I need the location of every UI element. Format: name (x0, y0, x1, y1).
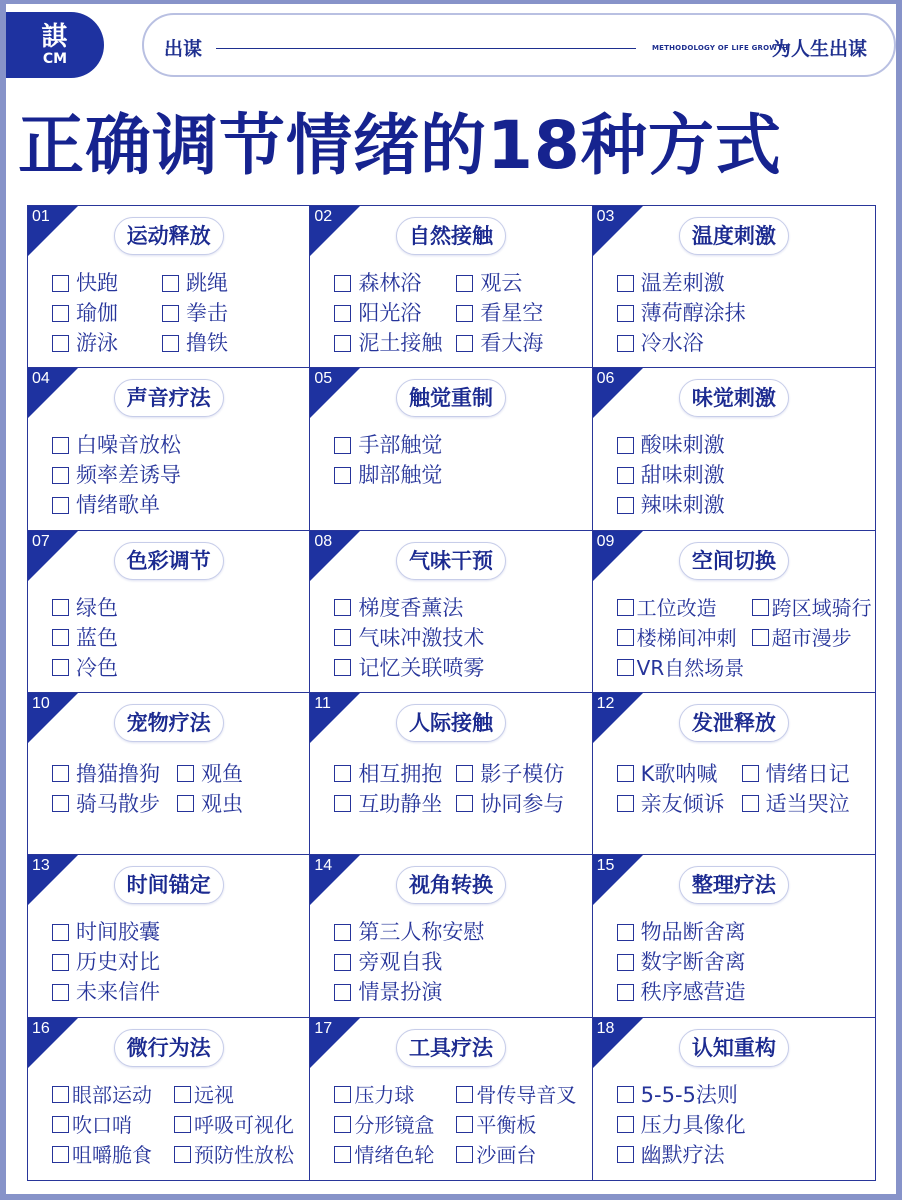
checkbox-icon[interactable] (334, 954, 351, 971)
checkbox-icon[interactable] (617, 1146, 634, 1163)
checklist-item-label: 数字断舍离 (640, 950, 746, 975)
checklist-item[interactable] (52, 1080, 174, 1110)
header (6, 6, 896, 90)
card-title: 人际接触 (396, 704, 506, 742)
checklist-item-label: 平衡板 (476, 1112, 537, 1137)
checklist-item-label: 游泳 (76, 331, 118, 355)
checklist-item[interactable] (617, 593, 752, 623)
checkbox-icon[interactable] (174, 1116, 191, 1133)
checklist-item-label: 手部触觉 (358, 433, 443, 458)
checklist-item-label: 拳击 (186, 301, 228, 325)
brand-name: 出谋 (164, 38, 203, 60)
checklist (617, 430, 869, 520)
checklist-item-label: 脚部触觉 (358, 463, 443, 488)
checklist-item[interactable] (52, 977, 303, 1007)
checklist-item-label: 工位改造 (636, 595, 717, 620)
checklist-item[interactable] (334, 917, 585, 947)
checkbox-icon[interactable] (617, 1116, 634, 1133)
checklist-item-label: 吹口哨 (72, 1112, 132, 1137)
checklist-item[interactable] (52, 328, 162, 358)
checkbox-icon[interactable] (52, 467, 69, 484)
checklist-item-label: 频率差诱导 (76, 463, 181, 488)
checkbox-icon[interactable] (52, 984, 69, 1001)
checkbox-icon[interactable] (617, 497, 634, 514)
checklist-item[interactable] (617, 917, 869, 947)
checklist (334, 1080, 585, 1170)
checkbox-icon[interactable] (334, 1146, 351, 1163)
checklist-item-label: 撸猫撸狗 (76, 761, 160, 786)
checklist-item[interactable] (334, 759, 456, 789)
checklist-item-label: 看大海 (480, 331, 544, 355)
method-card (28, 368, 310, 530)
page-title: 正确调节情绪的18种方式 (18, 107, 782, 184)
checklist-item-label: 绿色 (76, 595, 118, 620)
checklist-item[interactable] (617, 623, 752, 653)
checkbox-icon[interactable] (162, 275, 179, 292)
checklist-item-label: 历史对比 (76, 950, 160, 975)
checklist-item[interactable] (162, 298, 303, 328)
checklist-item-label: 泥土接触 (358, 331, 443, 355)
checkbox-icon[interactable] (52, 275, 69, 292)
method-card (593, 368, 875, 530)
card-number: 03 (596, 208, 615, 225)
checklist-item[interactable] (617, 328, 869, 358)
card-title: 认知重构 (679, 1029, 789, 1067)
checkbox-icon[interactable] (617, 765, 634, 782)
checkbox-icon[interactable] (617, 437, 634, 454)
checkbox-icon[interactable] (52, 437, 69, 454)
card-title: 视角转换 (396, 866, 506, 904)
checklist-item[interactable] (52, 430, 303, 460)
method-card (310, 531, 592, 693)
checkbox-icon[interactable] (617, 599, 634, 616)
card-number: 10 (32, 694, 50, 712)
checklist-item[interactable] (617, 1080, 869, 1110)
checklist-item-label: 撸铁 (186, 331, 228, 355)
method-card (310, 1018, 592, 1180)
checklist-item-label: 瑜伽 (76, 301, 118, 325)
checklist-item-label: 亲友倾诉 (640, 791, 725, 816)
checklist-item-label: 情绪日记 (765, 761, 850, 786)
checklist-item-label: 咀嚼脆食 (72, 1142, 152, 1167)
checkbox-icon[interactable] (456, 1116, 473, 1133)
checklist-item[interactable] (52, 947, 303, 977)
checkbox-icon[interactable] (456, 765, 473, 782)
checklist-item[interactable] (52, 653, 303, 683)
card-title: 触觉重制 (396, 379, 506, 417)
checklist-item[interactable] (456, 268, 585, 298)
checklist-item[interactable] (334, 298, 456, 328)
card-number: 04 (32, 370, 50, 388)
checklist-item-label: 5-5-5法则 (640, 1082, 738, 1107)
checklist-item-label: 酸味刺激 (640, 433, 725, 458)
checkbox-icon[interactable] (52, 305, 69, 322)
checklist-item[interactable] (177, 789, 303, 819)
checklist-item-label: 秩序感营造 (640, 980, 746, 1005)
checklist-item-label: 冷水浴 (640, 331, 704, 355)
checkbox-icon[interactable] (456, 795, 473, 812)
checkbox-icon[interactable] (177, 765, 194, 782)
card-title: 气味干预 (396, 542, 506, 580)
checklist-item[interactable] (617, 298, 869, 328)
checklist-item[interactable] (617, 268, 869, 298)
checklist (334, 430, 585, 490)
checklist-item-label: 互助静坐 (358, 791, 443, 816)
card-title: 自然接触 (396, 217, 506, 255)
brand-tagline-en: METHODOLOGY OF LIFE GROWTH (652, 44, 789, 52)
card-title: 运动释放 (114, 217, 224, 255)
checklist (617, 1080, 869, 1170)
card-number: 01 (32, 208, 50, 225)
checkbox-icon[interactable] (617, 1086, 634, 1103)
checkbox-icon[interactable] (617, 659, 634, 676)
card-title: 温度刺激 (679, 217, 789, 255)
checklist-item-label: K歌呐喊 (640, 761, 718, 786)
checklist-item[interactable] (334, 328, 456, 358)
method-card (310, 855, 592, 1017)
checkbox-icon[interactable] (742, 765, 759, 782)
checklist-item[interactable] (52, 623, 303, 653)
card-title: 味觉刺激 (679, 379, 789, 417)
checklist-item-label: VR自然场景 (636, 655, 745, 680)
checkbox-icon[interactable] (334, 765, 351, 782)
methods-grid (27, 205, 876, 1181)
checklist-item-label: 骨传导音叉 (476, 1082, 577, 1107)
checklist (52, 759, 303, 819)
checklist-item-label: 白噪音放松 (76, 433, 181, 458)
method-card (28, 855, 310, 1017)
checkbox-icon[interactable] (52, 924, 69, 941)
checklist-item-label: 协同参与 (480, 791, 565, 816)
checkbox-icon[interactable] (617, 629, 634, 646)
checkbox-icon[interactable] (334, 629, 351, 646)
checkbox-icon[interactable] (334, 1086, 351, 1103)
checkbox-icon[interactable] (617, 924, 634, 941)
checklist-item[interactable] (334, 623, 585, 653)
checklist-item-label: 未来信件 (76, 980, 160, 1005)
logo-mark: 諆 (41, 22, 69, 52)
checklist-item-label: 情绪歌单 (76, 493, 160, 518)
card-title: 发泄释放 (679, 704, 789, 742)
checklist-item-label: 薄荷醇涂抹 (640, 301, 746, 325)
checklist-item[interactable] (617, 1110, 869, 1140)
checklist-item[interactable] (617, 789, 742, 819)
card-number: 16 (32, 1019, 50, 1037)
checkbox-icon[interactable] (162, 305, 179, 322)
checklist-item[interactable] (334, 1140, 456, 1170)
checklist-item-label: 物品断舍离 (640, 920, 746, 945)
checkbox-icon[interactable] (52, 795, 69, 812)
checkbox-icon[interactable] (52, 335, 69, 352)
checklist-item[interactable] (52, 917, 303, 947)
checklist-item[interactable] (456, 1140, 585, 1170)
checklist-item[interactable] (752, 623, 872, 653)
method-card (593, 1018, 875, 1180)
card-number: 08 (314, 532, 333, 550)
checkbox-icon[interactable] (617, 954, 634, 971)
card-title: 声音疗法 (114, 379, 224, 417)
checkbox-icon[interactable] (174, 1086, 191, 1103)
card-number: 06 (596, 370, 615, 388)
checklist-item-label: 记忆关联喷雾 (358, 655, 485, 680)
card-number: 17 (314, 1019, 333, 1037)
checklist-item-label: 观鱼 (201, 761, 243, 786)
card-title: 时间锚定 (114, 866, 224, 904)
checklist-item[interactable] (52, 759, 177, 789)
checkbox-icon[interactable] (752, 599, 769, 616)
checklist-item[interactable] (52, 460, 303, 490)
checklist (52, 430, 303, 520)
checkbox-icon[interactable] (52, 1086, 69, 1103)
card-number: 07 (32, 532, 50, 550)
checklist (617, 917, 869, 1007)
checklist-item-label: 呼吸可视化 (194, 1112, 294, 1137)
card-number: 12 (596, 694, 615, 712)
checklist-item[interactable] (52, 1110, 174, 1140)
checklist-item-label: 森林浴 (358, 271, 422, 295)
card-title: 微行为法 (114, 1029, 224, 1067)
checklist-item-label: 沙画台 (476, 1142, 537, 1167)
checklist-item-label: 冷色 (76, 655, 118, 680)
checklist-item[interactable] (456, 789, 585, 819)
checkbox-icon[interactable] (162, 335, 179, 352)
checklist-item[interactable] (752, 593, 872, 623)
checklist-item-label: 幽默疗法 (640, 1142, 725, 1167)
checklist-item[interactable] (52, 490, 303, 520)
checklist-item-label: 跳绳 (186, 271, 228, 295)
checklist-item-label: 情景扮演 (358, 980, 443, 1005)
checklist-item-label: 情绪色轮 (354, 1142, 435, 1167)
method-card (593, 531, 875, 693)
checkbox-icon[interactable] (456, 335, 473, 352)
checklist-item[interactable] (52, 593, 303, 623)
method-card (310, 368, 592, 530)
checkbox-icon[interactable] (334, 437, 351, 454)
checklist-item[interactable] (617, 977, 869, 1007)
checklist-item[interactable] (617, 759, 742, 789)
checkbox-icon[interactable] (456, 1086, 473, 1103)
card-number: 09 (596, 532, 615, 550)
checklist-item-label: 梯度香薰法 (358, 595, 464, 620)
card-number: 18 (596, 1019, 615, 1037)
card-number: 15 (596, 857, 615, 875)
checklist-item[interactable] (162, 268, 303, 298)
checklist-item[interactable] (334, 593, 585, 623)
card-number: 05 (314, 370, 333, 388)
checkbox-icon[interactable] (52, 765, 69, 782)
checkbox-icon[interactable] (174, 1146, 191, 1163)
checkbox-icon[interactable] (617, 275, 634, 292)
checklist (52, 1080, 303, 1170)
checkbox-icon[interactable] (177, 795, 194, 812)
checklist-item[interactable] (334, 268, 456, 298)
checkbox-icon[interactable] (334, 1116, 351, 1133)
checkbox-icon[interactable] (456, 275, 473, 292)
checklist-item[interactable] (334, 977, 585, 1007)
checklist-item-label: 辣味刺激 (640, 493, 725, 518)
card-title: 宠物疗法 (114, 704, 224, 742)
brand-logo (6, 12, 104, 78)
checklist-item[interactable] (334, 789, 456, 819)
checkbox-icon[interactable] (456, 1146, 473, 1163)
checklist-item[interactable] (334, 947, 585, 977)
checkbox-icon[interactable] (617, 984, 634, 1001)
checklist (334, 593, 585, 683)
checklist-item-label: 观云 (480, 271, 523, 295)
checklist-item[interactable] (52, 1140, 174, 1170)
checklist-item-label: 相互拥抱 (358, 761, 443, 786)
method-card (310, 206, 592, 368)
checklist-item[interactable] (334, 1110, 456, 1140)
checklist-item-label: 气味冲激技术 (358, 625, 485, 650)
checklist-item-label: 适当哭泣 (765, 791, 850, 816)
checklist (52, 593, 303, 683)
checkbox-icon[interactable] (334, 335, 351, 352)
banner-divider (216, 48, 636, 49)
checklist (52, 917, 303, 1007)
checkbox-icon[interactable] (52, 629, 69, 646)
checklist-item-label: 眼部运动 (72, 1082, 152, 1107)
checkbox-icon[interactable] (334, 659, 351, 676)
checkbox-icon[interactable] (334, 984, 351, 1001)
checklist-item-label: 楼梯间冲刺 (636, 625, 737, 650)
card-title: 空间切换 (679, 542, 789, 580)
card-number: 14 (314, 857, 333, 875)
checklist-item[interactable] (334, 430, 585, 460)
checkbox-icon[interactable] (52, 659, 69, 676)
checkbox-icon[interactable] (334, 305, 351, 322)
checklist-item[interactable] (174, 1140, 303, 1170)
checklist (334, 759, 585, 819)
card-title: 工具疗法 (396, 1029, 506, 1067)
checkbox-icon[interactable] (52, 497, 69, 514)
checklist-item[interactable] (456, 298, 585, 328)
method-card (593, 855, 875, 1017)
checklist-item[interactable] (617, 490, 869, 520)
checkbox-icon[interactable] (52, 954, 69, 971)
checklist (617, 268, 869, 358)
checklist-item-label: 压力具像化 (640, 1112, 746, 1137)
checklist-item[interactable] (174, 1110, 303, 1140)
checklist-item[interactable] (617, 430, 869, 460)
checkbox-icon[interactable] (617, 467, 634, 484)
card-number: 02 (314, 208, 333, 225)
checklist-item-label: 预防性放松 (194, 1142, 294, 1167)
checkbox-icon[interactable] (742, 795, 759, 812)
checklist-item[interactable] (334, 653, 585, 683)
method-card (28, 531, 310, 693)
checklist-item-label: 分形镜盒 (354, 1112, 435, 1137)
checklist (617, 593, 872, 683)
card-title: 整理疗法 (679, 866, 789, 904)
checkbox-icon[interactable] (617, 335, 634, 352)
checklist-item-label: 远视 (194, 1082, 234, 1107)
method-card (593, 206, 875, 368)
checklist-item[interactable] (334, 460, 585, 490)
checklist-item[interactable] (742, 759, 869, 789)
checklist (617, 759, 869, 819)
header-banner (142, 13, 896, 77)
checklist-item-label: 甜味刺激 (640, 463, 725, 488)
checklist-item-label: 压力球 (354, 1082, 415, 1107)
checkbox-icon[interactable] (617, 795, 634, 812)
checklist-item-label: 骑马散步 (76, 791, 160, 816)
checklist-item[interactable] (456, 1080, 585, 1110)
method-card (593, 693, 875, 855)
checklist-item[interactable] (456, 1110, 585, 1140)
checklist-item-label: 第三人称安慰 (358, 920, 485, 945)
checklist-item[interactable] (617, 653, 752, 683)
checkbox-icon[interactable] (334, 924, 351, 941)
method-card (28, 1018, 310, 1180)
checklist-item-label: 时间胶囊 (76, 920, 160, 945)
logo-letters: CM (42, 51, 68, 67)
method-card (310, 693, 592, 855)
checklist-item[interactable] (334, 1080, 456, 1110)
checklist-item-label: 阳光浴 (358, 301, 422, 325)
brand-slogan: 为人生出谋 (772, 38, 868, 60)
checkbox-icon[interactable] (334, 599, 351, 616)
checklist-item[interactable] (456, 328, 585, 358)
checklist-item[interactable] (742, 789, 869, 819)
checkbox-icon[interactable] (456, 305, 473, 322)
checklist-item-label: 看星空 (480, 301, 544, 325)
checklist-item-label: 温差刺激 (640, 271, 725, 295)
checklist-item[interactable] (617, 1140, 869, 1170)
checklist (334, 268, 585, 358)
checklist (52, 268, 303, 358)
checkbox-icon[interactable] (334, 795, 351, 812)
method-card (28, 693, 310, 855)
checklist-item[interactable] (456, 759, 585, 789)
checkbox-icon[interactable] (334, 467, 351, 484)
card-number: 13 (32, 857, 50, 875)
checklist-item[interactable] (52, 789, 177, 819)
checkbox-icon[interactable] (752, 629, 769, 646)
checklist-item[interactable] (162, 328, 303, 358)
checklist-item[interactable] (52, 268, 162, 298)
checklist-item[interactable] (617, 947, 869, 977)
checklist-item[interactable] (177, 759, 303, 789)
checkbox-icon[interactable] (52, 599, 69, 616)
method-card (28, 206, 310, 368)
checklist-item-label: 快跑 (76, 271, 118, 295)
checklist-item[interactable] (174, 1080, 303, 1110)
checklist-item[interactable] (52, 298, 162, 328)
checkbox-icon[interactable] (617, 305, 634, 322)
checklist (334, 917, 585, 1007)
checklist-item-label: 影子模仿 (480, 761, 565, 786)
checklist-item-label: 蓝色 (76, 625, 118, 650)
checklist-item[interactable] (617, 460, 869, 490)
checkbox-icon[interactable] (334, 275, 351, 292)
card-title: 色彩调节 (114, 542, 224, 580)
checklist-item-label: 旁观自我 (358, 950, 443, 975)
checklist-item-label: 跨区域骑行 (771, 595, 872, 620)
checklist-item-label: 超市漫步 (771, 625, 852, 650)
checkbox-icon[interactable] (52, 1146, 69, 1163)
checkbox-icon[interactable] (52, 1116, 69, 1133)
card-number: 11 (314, 694, 331, 712)
checklist-item-label: 观虫 (201, 791, 243, 816)
